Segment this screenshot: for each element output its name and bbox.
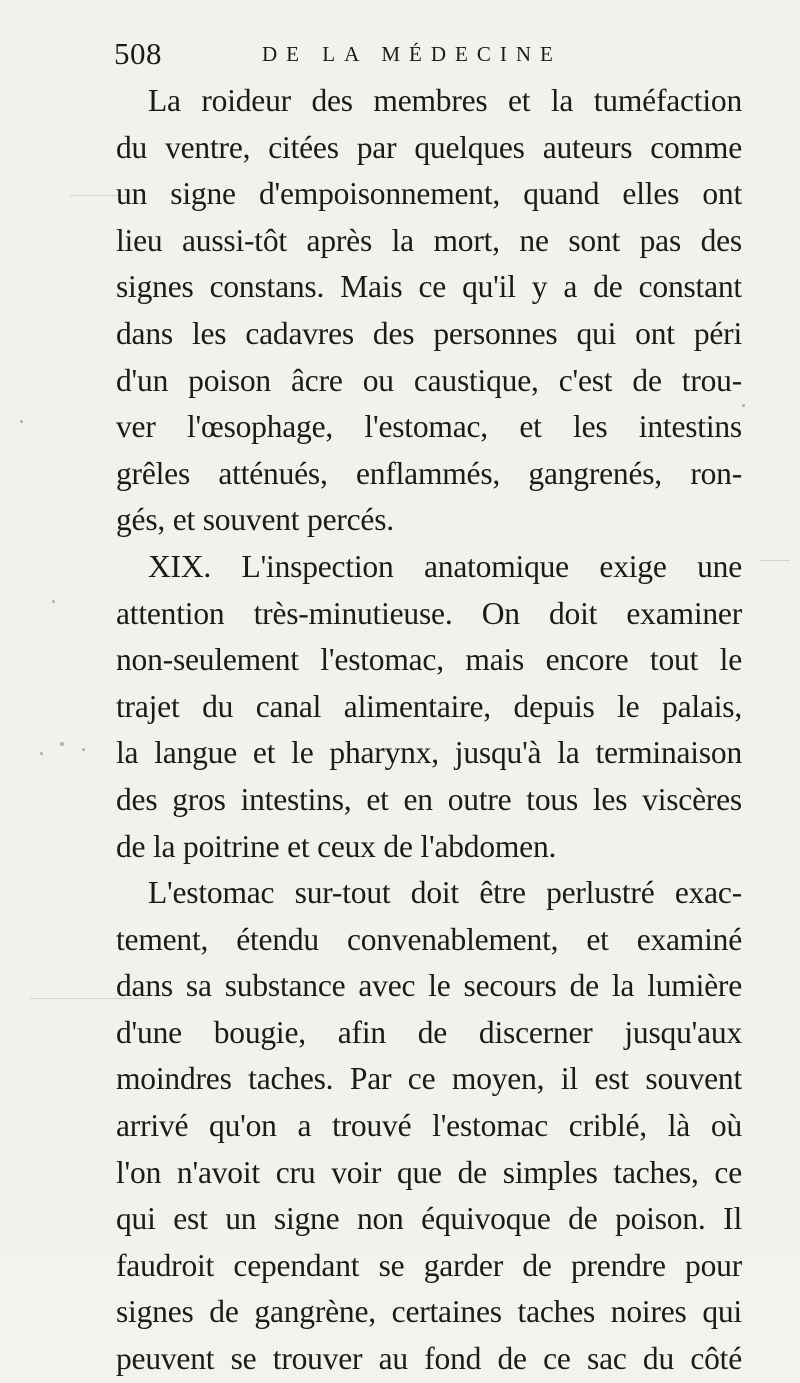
paper-speck bbox=[742, 404, 745, 407]
text-line: L'estomac sur-tout doit être perlustré exac- bbox=[148, 875, 742, 911]
text-line: la langue et le pharynx, jusqu'à la terminaison bbox=[116, 735, 742, 771]
page-header bbox=[114, 36, 734, 80]
text-line: qui est un signe non équivoque de poison. Il bbox=[116, 1201, 742, 1237]
paper-speck bbox=[60, 742, 64, 746]
text-line: de la poitrine et ceux de l'abdomen. bbox=[116, 828, 557, 864]
text-line: gés, et souvent percés. bbox=[116, 502, 394, 538]
text-line: lieu aussi-tôt après la mort, ne sont pas des bbox=[116, 222, 742, 258]
text-line: arrivé qu'on a trouvé l'estomac criblé, là où bbox=[116, 1108, 742, 1144]
text-line: signes de gangrène, certaines taches noires qui bbox=[116, 1294, 742, 1330]
running-head: DE LA MÉDECINE bbox=[262, 42, 562, 66]
paper-speck bbox=[40, 752, 43, 755]
text-line: un signe d'empoisonnement, quand elles ont bbox=[116, 176, 742, 212]
paragraph-3 bbox=[116, 870, 742, 1383]
paper-crease bbox=[760, 560, 790, 561]
text-line: XIX. L'inspection anatomique exige une bbox=[148, 548, 742, 584]
paper-speck bbox=[20, 420, 23, 423]
body-text bbox=[116, 78, 742, 1383]
text-line: grêles atténués, enflammés, gangrenés, ron- bbox=[116, 455, 742, 491]
text-line: du ventre, citées par quelques auteurs comme bbox=[116, 129, 742, 165]
paper-speck bbox=[82, 748, 85, 751]
text-line: dans les cadavres des personnes qui ont péri bbox=[116, 315, 742, 351]
text-line: non-seulement l'estomac, mais encore tout le bbox=[116, 642, 742, 678]
text-line: La roideur des membres et la tuméfaction bbox=[148, 83, 742, 118]
text-line: attention très-minutieuse. On doit examiner bbox=[116, 595, 742, 631]
paragraph-2 bbox=[116, 544, 742, 870]
text-line: d'un poison âcre ou caustique, c'est de trou- bbox=[116, 362, 742, 398]
text-line: des gros intestins, et en outre tous les viscères bbox=[116, 781, 742, 817]
text-line: moindres taches. Par ce moyen, il est souvent bbox=[116, 1061, 742, 1097]
paragraph-1 bbox=[116, 78, 742, 544]
text-line: tement, étendu convenablement, et examiné bbox=[116, 921, 742, 957]
text-line: d'une bougie, afin de discerner jusqu'aux bbox=[116, 1014, 742, 1050]
page-number: 508 bbox=[114, 36, 162, 71]
text-line: l'on n'avoit cru voir que de simples taches, ce bbox=[116, 1154, 742, 1190]
text-line: peuvent se trouver au fond de ce sac du côté bbox=[116, 1341, 742, 1377]
text-line: signes constans. Mais ce qu'il y a de constant bbox=[116, 269, 742, 305]
text-line: faudroit cependant se garder de prendre pour bbox=[116, 1247, 742, 1283]
text-line: dans sa substance avec le secours de la lumière bbox=[116, 968, 742, 1004]
paper-speck bbox=[52, 600, 55, 603]
text-line: ver l'œsophage, l'estomac, et les intestins bbox=[116, 409, 742, 445]
text-line: trajet du canal alimentaire, depuis le palais, bbox=[116, 688, 742, 724]
